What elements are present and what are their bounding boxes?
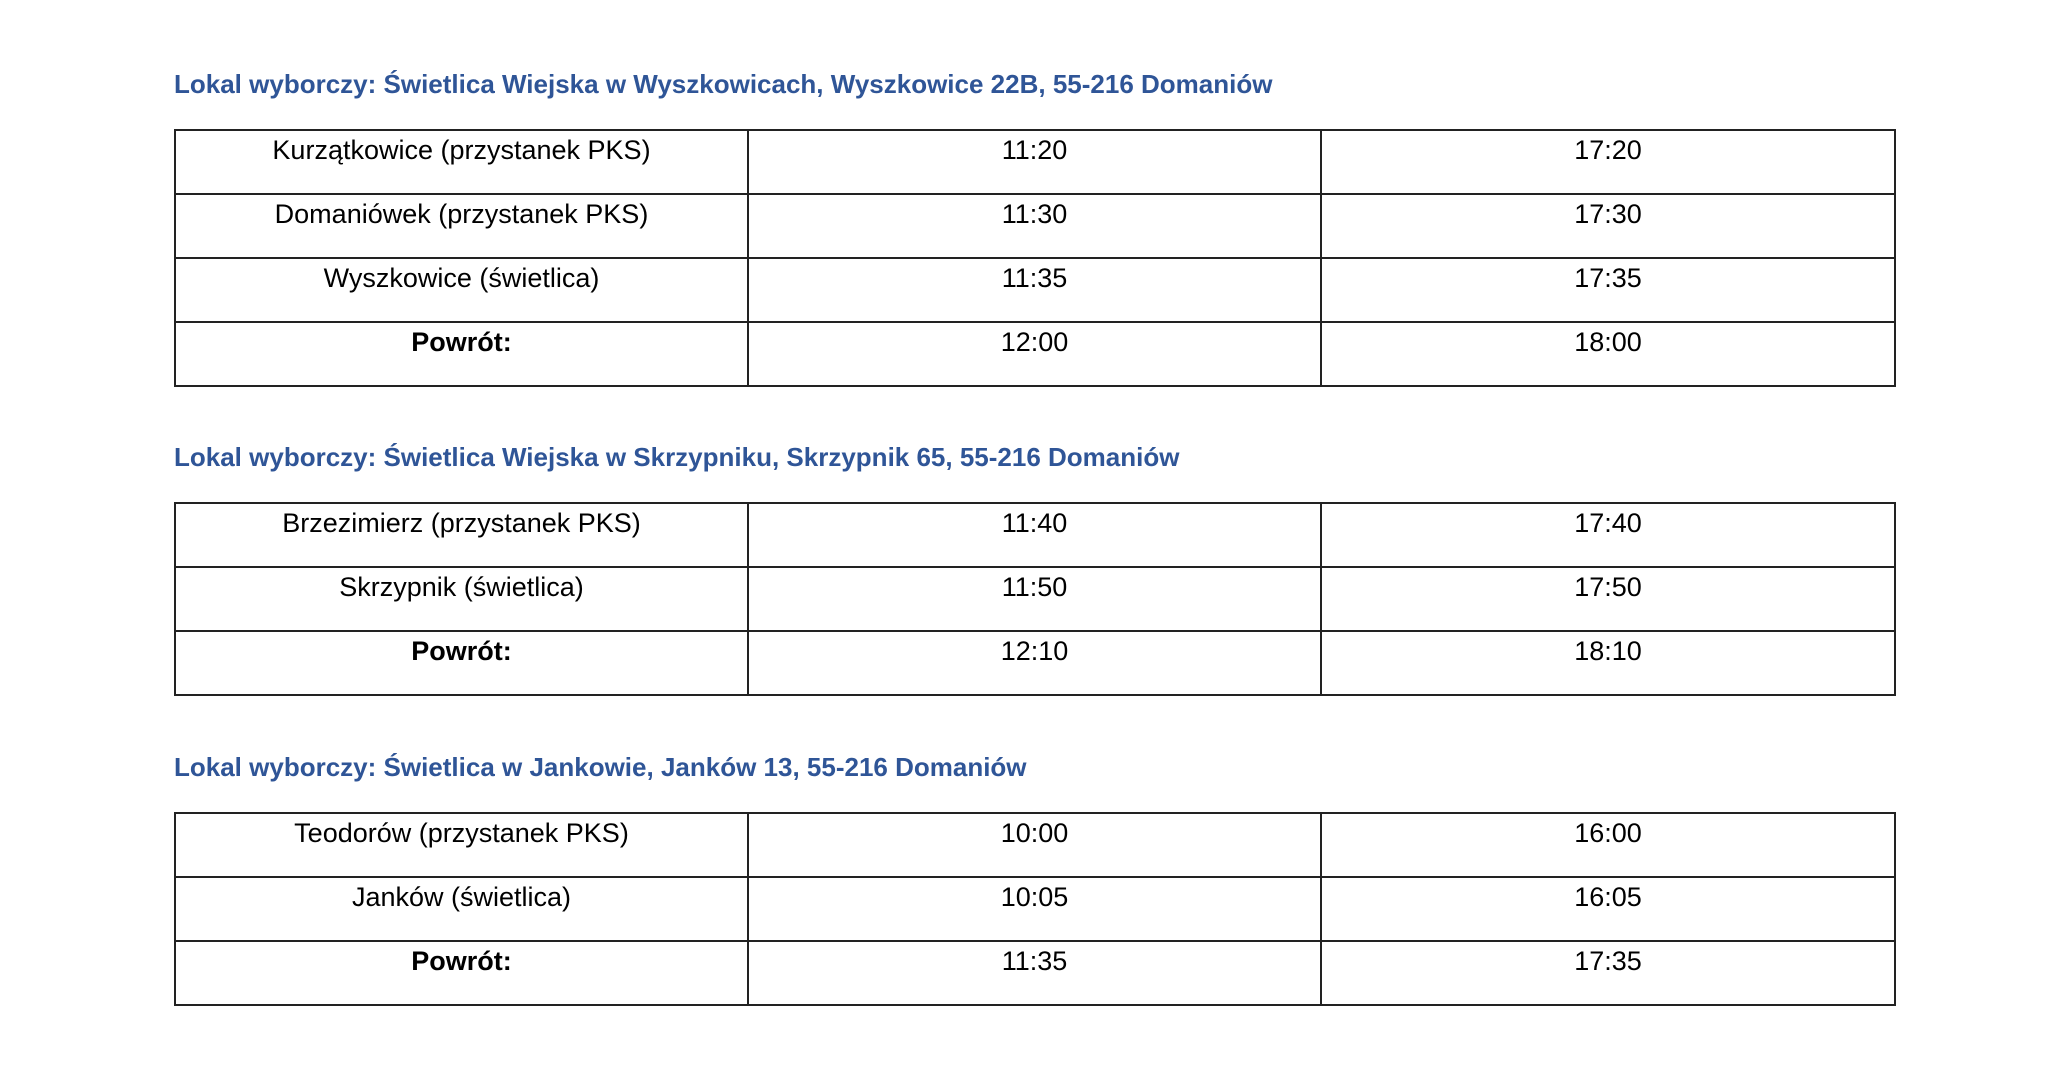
return-time-cell: 18:10: [1321, 631, 1895, 695]
table-row: [175, 813, 1895, 877]
departure-time-cell: 11:50: [748, 567, 1321, 631]
departure-time-cell: 17:50: [1321, 567, 1895, 631]
place-cell: Brzezimierz (przystanek PKS): [175, 503, 748, 567]
table-row: [175, 258, 1895, 322]
departure-time-cell: 10:05: [748, 877, 1321, 941]
section-title: Lokal wyborczy: Świetlica Wiejska w Skrzypniku, Skrzypnik 65, 55-216 Domaniów: [174, 442, 1180, 472]
place-cell: Skrzypnik (świetlica): [175, 567, 748, 631]
return-time-cell: 11:35: [748, 941, 1321, 1005]
return-time-cell: 12:10: [748, 631, 1321, 695]
departure-time-cell: 10:00: [748, 813, 1321, 877]
departure-time-cell: 16:05: [1321, 877, 1895, 941]
schedule-table: [174, 812, 1896, 1006]
return-row: [175, 322, 1895, 386]
section-title: Lokal wyborczy: Świetlica Wiejska w Wyszkowicach, Wyszkowice 22B, 55-216 Domaniów: [174, 69, 1273, 99]
departure-time-cell: 11:30: [748, 194, 1321, 258]
place-cell: Wyszkowice (świetlica): [175, 258, 748, 322]
departure-time-cell: 11:35: [748, 258, 1321, 322]
return-time-cell: 17:35: [1321, 941, 1895, 1005]
section-title: Lokal wyborczy: Świetlica w Jankowie, Janków 13, 55-216 Domaniów: [174, 752, 1027, 782]
place-cell: Domaniówek (przystanek PKS): [175, 194, 748, 258]
return-label: Powrót:: [175, 322, 748, 386]
return-row: [175, 941, 1895, 1005]
departure-time-cell: 11:40: [748, 503, 1321, 567]
return-label: Powrót:: [175, 941, 748, 1005]
return-time-cell: 18:00: [1321, 322, 1895, 386]
departure-time-cell: 16:00: [1321, 813, 1895, 877]
table-row: [175, 130, 1895, 194]
return-time-cell: 12:00: [748, 322, 1321, 386]
place-cell: Teodorów (przystanek PKS): [175, 813, 748, 877]
schedule-table: [174, 129, 1896, 387]
departure-time-cell: 17:35: [1321, 258, 1895, 322]
table-row: [175, 877, 1895, 941]
place-cell: Janków (świetlica): [175, 877, 748, 941]
return-label: Powrót:: [175, 631, 748, 695]
table-row: [175, 194, 1895, 258]
departure-time-cell: 11:20: [748, 130, 1321, 194]
departure-time-cell: 17:30: [1321, 194, 1895, 258]
table-row: [175, 567, 1895, 631]
departure-time-cell: 17:40: [1321, 503, 1895, 567]
schedule-table: [174, 502, 1896, 696]
table-row: [175, 503, 1895, 567]
return-row: [175, 631, 1895, 695]
departure-time-cell: 17:20: [1321, 130, 1895, 194]
place-cell: Kurzątkowice (przystanek PKS): [175, 130, 748, 194]
